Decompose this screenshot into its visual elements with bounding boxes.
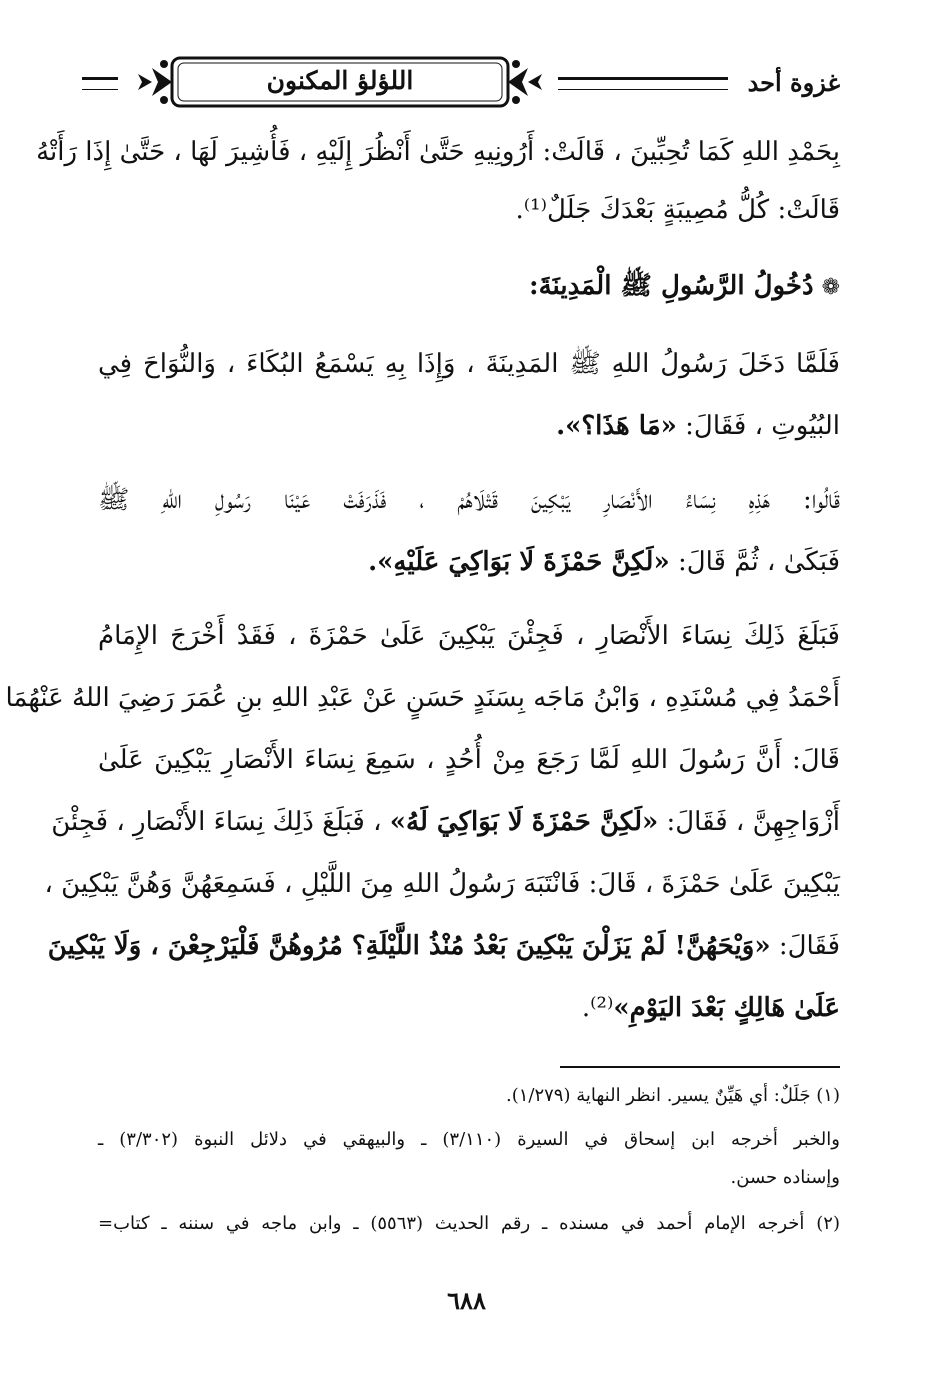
book-title-frame	[134, 52, 546, 112]
book-title: اللؤلؤ المكنون	[266, 66, 414, 95]
hadith-quote: «لَكِنَّ حَمْزَةَ لَا بَوَاكِيَ لَهُ»	[389, 807, 659, 837]
text-run: فَقَالَ:	[770, 931, 840, 961]
section-heading	[98, 264, 840, 308]
footnote: (٢) أخرجه الإمام أحمد في مسنده ـ رقم الحديث (٥٥٦٣) ـ وابن ماجه في سننه ـ كتاب=	[98, 1213, 840, 1234]
text-line: يَبْكِينَ عَلَىٰ حَمْزَةَ ، قَالَ: فَانْتَبَهَ رَسُولُ اللهِ مِنَ اللَّيْلِ ، فَسَمِعَهُنَّ وَهُنَّ يَبْكِينَ ،	[44, 869, 840, 899]
footnote: وإسناده حسن.	[730, 1167, 840, 1188]
hadith-quote: «لَكِنَّ حَمْزَةَ لَا بَوَاكِيَ عَلَيْهِ».	[368, 547, 670, 577]
footnote: والخبر أخرجه ابن إسحاق في السيرة (٣/١١٠) ـ والبيهقي في دلائل النبوة (٣/٣٠٢) ـ	[98, 1129, 840, 1150]
text-line	[51, 800, 840, 844]
footnote-ref: ⁽²⁾.	[581, 993, 614, 1023]
page-number: ٦٨٨	[447, 1286, 486, 1315]
text-run: ، فَبَلَغَ ذَلِكَ نِسَاءَ الأَنْصَارِ ، فَجِئْنَ	[51, 807, 382, 837]
hadith-quote: عَلَىٰ هَالِكٍ بَعْدَ اليَوْمِ»	[613, 993, 840, 1023]
text-run: البُيُوتِ ، فَقَالَ:	[676, 411, 840, 441]
running-header	[82, 52, 840, 120]
flower-icon: ❁	[821, 275, 840, 300]
text-run: فَبَكَىٰ ، ثُمَّ قَالَ:	[669, 547, 840, 577]
footnote: (١) جَلَلٌ: أي هَيِّنٌ يسير. انظر النهاية (١/٢٧٩).	[505, 1085, 840, 1106]
header-rule-right	[558, 77, 728, 90]
text-line: قَالَ: أَنَّ رَسُولَ اللهِ لَمَّا رَجَعَ مِنْ أُحُدٍ ، سَمِعَ نِسَاءَ الأَنْصَارِ يَبْكِينَ عَلَىٰ	[98, 745, 840, 775]
text-run: أَزْوَاجِهِنَّ ، فَقَالَ:	[658, 807, 840, 837]
text-line: فَلَمَّا دَخَلَ رَسُولُ اللهِ ﷺ المَدِينَةَ ، وَإِذَا بِهِ يَسْمَعُ البُكَاءَ ، وَالنُّوَاحَ فِي	[98, 349, 840, 379]
text-line	[47, 924, 840, 968]
footnote-separator	[560, 1066, 840, 1068]
hadith-quote: «مَا هَذَا؟».	[556, 411, 677, 441]
text-line	[98, 986, 840, 1030]
heading-text: دُخُولُ الرَّسُولِ ﷺ الْمَدِينَةَ:	[528, 271, 814, 301]
text-line: أَحْمَدُ فِي مُسْنَدِهِ ، وَابْنُ مَاجَه بِسَنَدٍ حَسَنٍ عَنْ عَبْدِ اللهِ بنِ عُمَرَ رَضِيَ اللهُ عَنْهُمَا	[5, 683, 840, 713]
text-line: بِحَمْدِ اللهِ كَمَا تُحِبِّينَ ، قَالَتْ: أَرُونِيهِ حَتَّىٰ أَنْظُرَ إِلَيْهِ ، فَأُشِيرَ لَهَا ، حَتَّىٰ إِذَا رَأَتْهُ	[36, 137, 840, 167]
chapter-title: غزوة أحد	[747, 68, 840, 97]
text-line	[98, 404, 840, 448]
text-line: فَبَلَغَ ذَلِكَ نِسَاءَ الأَنْصَارِ ، فَجِئْنَ يَبْكِينَ عَلَىٰ حَمْزَةَ ، فَقَدْ أَخْرَجَ الإِمَامُ	[98, 621, 840, 651]
header-rule-left	[82, 77, 118, 90]
text-line: قَالَتْ: كُلُّ مُصِيبَةٍ بَعْدَكَ جَلَلٌ⁽¹⁾.	[515, 195, 840, 225]
hadith-quote: «وَيْحَهُنَّ! لَمْ يَزَلْنَ يَبْكِينَ بَعْدُ مُنْذُ اللَّيْلَةِ؟ مُرُوهُنَّ فَلْيَرْجِعْنَ ، وَلَا يَبْكِينَ	[47, 931, 771, 961]
text-line: قَالُوا: هَذِهِ نِسَاءُ الأَنْصَارِ يَبْكِينَ قَتْلَاهُمْ ، فَذَرَفَتْ عَيْنَا رَسُولِ اللهِ ﷺ	[98, 485, 840, 515]
text-line	[98, 540, 840, 584]
